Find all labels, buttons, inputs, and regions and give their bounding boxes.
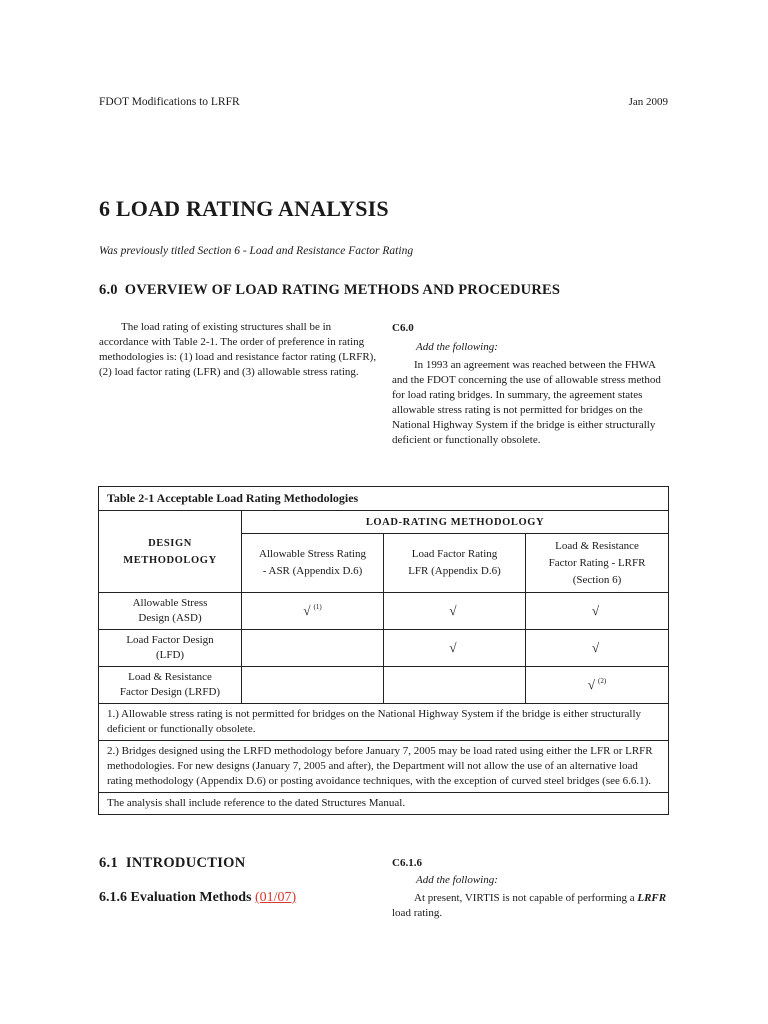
section-6-1-number: 6.1: [99, 855, 119, 871]
footnote-ref: (1): [313, 603, 322, 611]
table-cell: [526, 630, 669, 667]
commentary-c6-1-6-instruction: Add the following:: [416, 874, 498, 886]
design-header-line: METHODOLOGY: [123, 554, 217, 566]
check-mark-icon: √: [449, 603, 457, 618]
row-header-asd: [99, 593, 242, 630]
column-header-lrfr: [526, 534, 669, 593]
table-cell: [242, 630, 384, 667]
column-header-line: - ASR (Appendix D.6): [262, 565, 363, 577]
chapter-title: 6 LOAD RATING ANALYSIS: [99, 196, 389, 221]
running-header-date: Jan 2009: [628, 96, 668, 108]
commentary-c6-0-instruction: Add the following:: [416, 341, 498, 353]
section-6-0-number: 6.0: [99, 282, 118, 298]
column-header-line: LFR (Appendix D.6): [408, 565, 501, 577]
chapter-subtitle: Was previously titled Section 6 - Load and Resistance Factor Rating: [99, 245, 414, 257]
column-header-line: (Section 6): [572, 573, 622, 586]
check-mark-icon: √: [449, 640, 457, 655]
section-6-0-title: OVERVIEW OF LOAD RATING METHODS AND PROCEDURES: [124, 282, 561, 298]
table-footnote-1: 1.) Allowable stress rating is not permitted for bridges on the National Highway System if the bridge is either structurally deficient or functionally obsolete.: [99, 704, 669, 741]
commentary-c6-1-6-heading: C6.1.6: [392, 857, 422, 869]
row-header-line: Load Factor Design: [126, 634, 214, 646]
lrfr-emphasis: LRFR: [637, 892, 667, 904]
commentary-c6-0-heading: C6.0: [392, 322, 414, 334]
table-cell: [384, 630, 526, 667]
commentary-c6-1-6-body: [392, 891, 670, 921]
section-6-0-heading: [99, 282, 560, 299]
column-header-line: Allowable Stress Rating: [259, 548, 366, 560]
table-caption: Table 2-1 Acceptable Load Rating Methodologies: [99, 487, 669, 511]
section-6-0-body: The load rating of existing structures shall be in accordance with Table 2-1. The order of preference in rating methodologies is: (1) load and resistance factor rating (LRFR), (2) load factor rating (LFR) and (3) allowable stress rating.: [99, 321, 377, 378]
column-header-line: Factor Rating - LRFR: [548, 556, 646, 569]
check-mark-icon: √: [587, 677, 595, 692]
table-cell: [242, 667, 384, 704]
table-footnote-3: The analysis shall include reference to the dated Structures Manual.: [99, 793, 669, 815]
table-cell: [526, 593, 669, 630]
row-header-line: Design (ASD): [138, 612, 202, 624]
check-mark-icon: √: [591, 603, 600, 618]
load-rating-methodologies-table: [98, 486, 669, 815]
revision-date-link[interactable]: (01/07): [254, 890, 297, 905]
check-mark-icon: √: [591, 640, 600, 655]
section-6-1-title: INTRODUCTION: [125, 855, 246, 871]
table-cell: [526, 667, 669, 704]
design-methodology-header: [99, 511, 242, 593]
table-footnote-2: 2.) Bridges designed using the LRFD methodology before January 7, 2005 may be load rated using either the LFR or LRFR methodologies. For new designs (January 7, 2005 and after), the Department will not allow the use of an alternative load rating methodology (Appendix D.6) or posting avoidance techniques, with the exception of curved steel bridges (see 6.6.1).: [99, 741, 669, 793]
design-header-line: DESIGN: [148, 537, 192, 549]
table-cell: [242, 593, 384, 630]
check-mark-icon: √: [303, 603, 311, 618]
table-cell: [384, 667, 526, 704]
section-6-1-6-heading: [99, 890, 296, 906]
section-6-1-6-title: 6.1.6 Evaluation Methods: [99, 890, 252, 905]
row-header-lrfd: [99, 667, 242, 704]
section-6-1-heading: [99, 855, 246, 872]
row-header-line: Allowable Stress: [132, 597, 208, 609]
column-header-line: Load & Resistance: [555, 539, 639, 552]
row-header-line: Factor Design (LRFD): [119, 686, 221, 698]
commentary-c6-0-body: In 1993 an agreement was reached between the FHWA and the FDOT concerning the use of allowable stress method for load rating bridges. In summary, the agreement states allowable stress rating is not permitted for bridges on the National Highway System if the bridge is either structurally deficient or functionally obsolete.: [392, 359, 661, 446]
running-header-left: FDOT Modifications to LRFR: [99, 96, 240, 108]
row-header-line: Load & Resistance: [128, 671, 212, 683]
load-rating-methodology-header: LOAD-RATING METHODOLOGY: [242, 511, 669, 534]
table-cell: [384, 593, 526, 630]
column-header-lfr: [384, 534, 526, 593]
column-header-asr: [242, 534, 384, 593]
column-header-line: Load Factor Rating: [411, 548, 498, 560]
commentary-text: load rating.: [392, 907, 443, 919]
row-header-lfd: [99, 630, 242, 667]
row-header-line: (LFD): [155, 649, 185, 661]
commentary-text: At present, VIRTIS is not capable of performing a: [414, 892, 635, 904]
footnote-ref: (2): [598, 677, 607, 685]
